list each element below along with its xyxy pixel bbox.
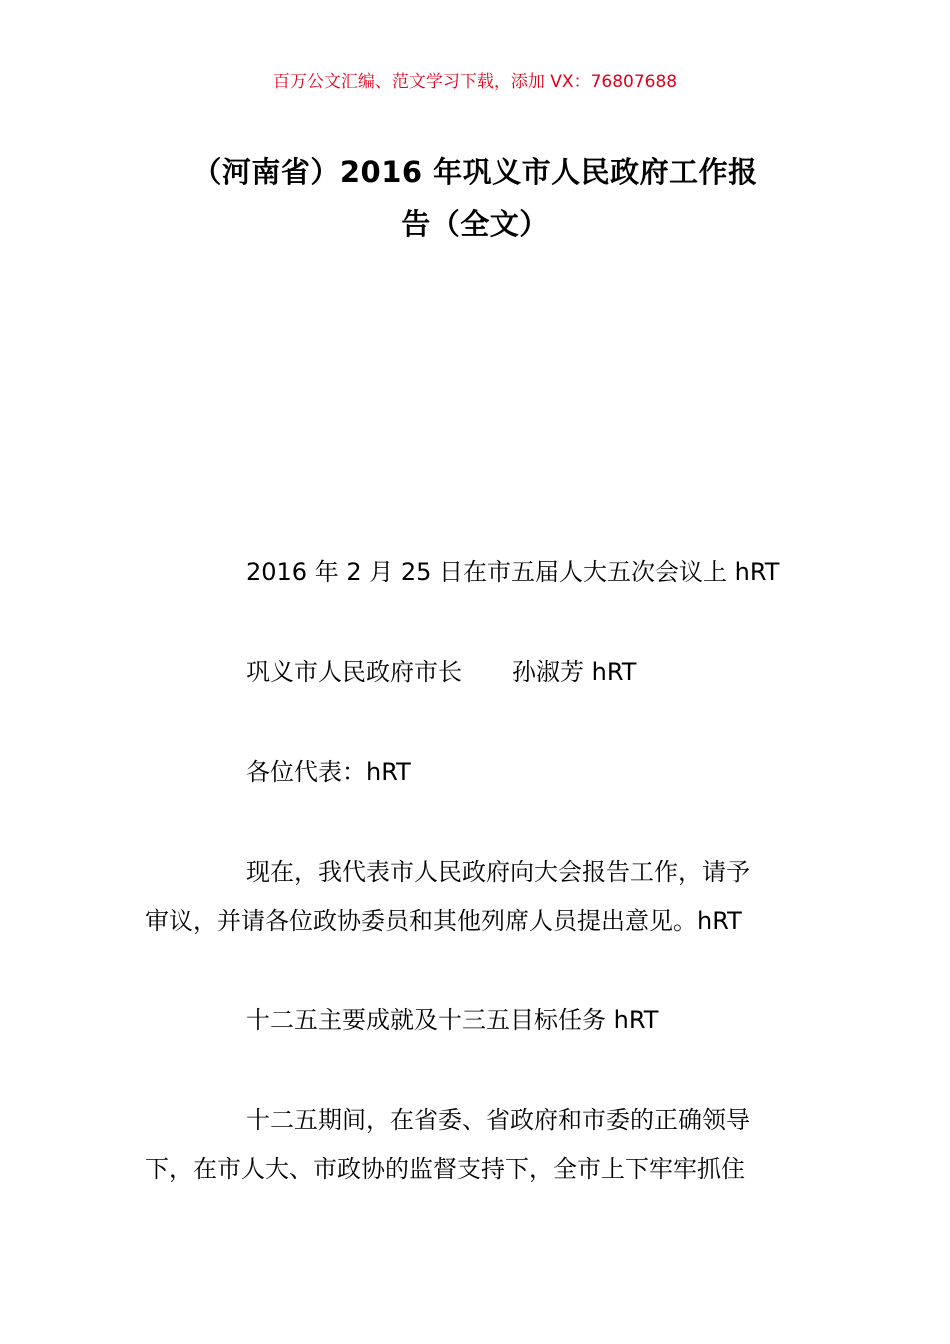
header-promo-note: 百万公文汇编、范文学习下载，添加 VX：76807688 — [272, 72, 678, 92]
speaker-line-text — [145, 648, 810, 697]
opening-paragraph — [145, 848, 810, 946]
meeting-date-line — [145, 548, 810, 597]
meeting-date-text: 2016 年 2 月 25 日在市五届人大五次会议上 hRT — [246, 558, 780, 586]
speaker-line — [145, 648, 810, 697]
speaker-name: 孙淑芳 hRT — [512, 658, 637, 686]
achievements-line-2: 下，在市人大、市政协的监督支持下，全市上下牢牢抓住 — [145, 1155, 745, 1183]
salutation-line — [145, 748, 810, 797]
speaker-title: 巩义市人民政府市长 — [246, 658, 462, 686]
opening-line-1: 现在，我代表市人民政府向大会报告工作，请予 — [246, 858, 750, 886]
title-line-2: 告（全文） — [401, 207, 549, 241]
achievements-paragraph — [145, 1096, 810, 1194]
title-line-1: （河南省）2016 年巩义市人民政府工作报 — [192, 155, 758, 189]
section-heading-text: 十二五主要成就及十三五目标任务 hRT — [246, 1006, 659, 1034]
salutation-text: 各位代表：hRT — [246, 758, 411, 786]
opening-line-2: 审议，并请各位政协委员和其他列席人员提出意见。hRT — [145, 907, 742, 935]
achievements-line-1: 十二五期间，在省委、省政府和市委的正确领导 — [246, 1106, 750, 1134]
document-title — [140, 146, 810, 250]
section-heading — [145, 996, 810, 1045]
